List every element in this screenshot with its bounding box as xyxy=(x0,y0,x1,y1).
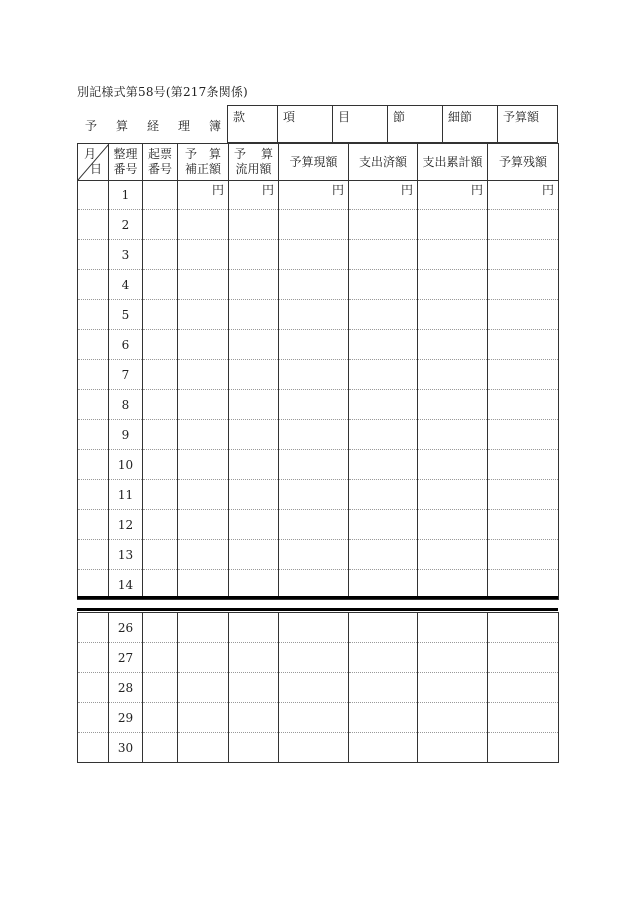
break-line-bottom xyxy=(77,608,558,611)
seiri-number: 6 xyxy=(109,330,143,360)
yen-unit: 円 xyxy=(418,181,488,210)
amount-cell xyxy=(488,210,559,240)
kihyo-cell xyxy=(143,270,178,300)
amount-cell xyxy=(178,210,229,240)
amount-cell xyxy=(279,420,349,450)
amount-cell xyxy=(349,270,418,300)
kihyo-cell xyxy=(143,420,178,450)
yen-unit: 円 xyxy=(488,181,559,210)
amount-cell xyxy=(178,510,229,540)
seiri-number: 27 xyxy=(109,643,143,673)
classification-table xyxy=(227,105,558,143)
kihyo-header: 起票 番号 xyxy=(143,144,178,181)
month-day-cell xyxy=(78,360,109,390)
amount-cell xyxy=(488,270,559,300)
day-label: 日 xyxy=(89,162,102,176)
seiri-number: 11 xyxy=(109,480,143,510)
kou-cell: 項 xyxy=(278,106,333,143)
amount-cell xyxy=(178,330,229,360)
amount-cell xyxy=(349,300,418,330)
kan-cell: 款 xyxy=(228,106,278,143)
amount-cell xyxy=(279,540,349,570)
amount-cell xyxy=(349,540,418,570)
month-day-cell xyxy=(78,613,109,643)
seiri-number: 2 xyxy=(109,210,143,240)
seiri-number: 3 xyxy=(109,240,143,270)
amount-cell xyxy=(488,703,559,733)
seiri-number: 4 xyxy=(109,270,143,300)
amount-cell xyxy=(418,420,488,450)
kihyo-cell xyxy=(143,240,178,270)
month-day-cell xyxy=(78,420,109,450)
amount-cell xyxy=(279,703,349,733)
table-row xyxy=(78,673,559,703)
kihyo-cell xyxy=(143,210,178,240)
seiri-number: 5 xyxy=(109,300,143,330)
amount-cell xyxy=(418,643,488,673)
seiri-number: 13 xyxy=(109,540,143,570)
seiri-header: 整理 番号 xyxy=(109,144,143,181)
amount-cell xyxy=(349,510,418,540)
amount-cell xyxy=(229,613,279,643)
amount-cell xyxy=(279,510,349,540)
month-day-cell xyxy=(78,210,109,240)
amount-cell xyxy=(229,540,279,570)
amount-cell xyxy=(418,480,488,510)
table-row xyxy=(78,540,559,570)
amount-cell xyxy=(488,613,559,643)
amount-cell xyxy=(418,613,488,643)
amount-cell xyxy=(178,613,229,643)
amount-cell xyxy=(229,300,279,330)
amount-cell xyxy=(178,270,229,300)
amount-cell xyxy=(279,570,349,600)
month-day-cell xyxy=(78,643,109,673)
hosei-header: 予 算 補正額 xyxy=(178,144,229,181)
amount-cell xyxy=(418,390,488,420)
amount-cell xyxy=(229,390,279,420)
kihyo-cell xyxy=(143,480,178,510)
table-row xyxy=(78,240,559,270)
kihyo-cell xyxy=(143,181,178,210)
amount-cell xyxy=(279,300,349,330)
kihyo-cell xyxy=(143,570,178,600)
amount-cell xyxy=(229,240,279,270)
month-day-cell xyxy=(78,181,109,210)
amount-cell xyxy=(229,360,279,390)
amount-cell xyxy=(418,360,488,390)
amount-cell xyxy=(349,673,418,703)
table-row xyxy=(78,570,559,600)
amount-cell xyxy=(418,300,488,330)
amount-cell xyxy=(178,540,229,570)
month-day-cell xyxy=(78,703,109,733)
month-day-cell xyxy=(78,390,109,420)
amount-cell xyxy=(229,510,279,540)
table-row xyxy=(78,181,559,210)
amount-cell xyxy=(418,240,488,270)
kihyo-cell xyxy=(143,613,178,643)
amount-cell xyxy=(349,420,418,450)
seiri-number: 28 xyxy=(109,673,143,703)
amount-cell xyxy=(279,390,349,420)
setsu-cell: 節 xyxy=(388,106,443,143)
amount-cell xyxy=(488,510,559,540)
ledger-upper xyxy=(77,143,559,600)
month-day-cell xyxy=(78,450,109,480)
seiri-number: 30 xyxy=(109,733,143,763)
amount-cell xyxy=(418,703,488,733)
amount-cell xyxy=(279,330,349,360)
seiri-number: 29 xyxy=(109,703,143,733)
amount-cell xyxy=(279,270,349,300)
amount-cell xyxy=(488,643,559,673)
kihyo-cell xyxy=(143,300,178,330)
table-row xyxy=(78,300,559,330)
kihyo-cell xyxy=(143,673,178,703)
amount-cell xyxy=(488,360,559,390)
table-row xyxy=(78,613,559,643)
amount-cell xyxy=(279,450,349,480)
amount-cell xyxy=(418,330,488,360)
amount-cell xyxy=(488,330,559,360)
kihyo-cell xyxy=(143,643,178,673)
amount-cell xyxy=(349,240,418,270)
ryuyo-header: 予 算 流用額 xyxy=(229,144,279,181)
yosangaku-cell: 予算額 xyxy=(498,106,558,143)
yen-unit: 円 xyxy=(279,181,349,210)
amount-cell xyxy=(488,480,559,510)
amount-cell xyxy=(349,703,418,733)
seiri-number: 7 xyxy=(109,360,143,390)
amount-cell xyxy=(488,390,559,420)
yen-unit: 円 xyxy=(178,181,229,210)
amount-cell xyxy=(178,360,229,390)
amount-cell xyxy=(418,673,488,703)
amount-cell xyxy=(229,643,279,673)
kihyo-cell xyxy=(143,510,178,540)
kihyo-cell xyxy=(143,450,178,480)
amount-cell xyxy=(418,510,488,540)
month-day-cell xyxy=(78,240,109,270)
kihyo-cell xyxy=(143,390,178,420)
amount-cell xyxy=(488,450,559,480)
seiri-number: 14 xyxy=(109,570,143,600)
amount-cell xyxy=(178,570,229,600)
amount-cell xyxy=(279,210,349,240)
seiri-number: 8 xyxy=(109,390,143,420)
table-row xyxy=(78,270,559,300)
break-line-top xyxy=(77,596,558,599)
title-char: 理 xyxy=(177,118,190,133)
table-row xyxy=(78,390,559,420)
amount-cell xyxy=(349,210,418,240)
title-char: 簿 xyxy=(208,118,221,133)
kihyo-cell xyxy=(143,703,178,733)
amount-cell xyxy=(488,733,559,763)
month-day-cell xyxy=(78,733,109,763)
seiri-number: 12 xyxy=(109,510,143,540)
kihyo-cell xyxy=(143,360,178,390)
amount-cell xyxy=(279,240,349,270)
amount-cell xyxy=(349,643,418,673)
month-day-cell xyxy=(78,673,109,703)
amount-cell xyxy=(488,570,559,600)
title-char: 算 xyxy=(115,118,128,133)
amount-cell xyxy=(418,570,488,600)
amount-cell xyxy=(349,733,418,763)
table-row xyxy=(78,420,559,450)
amount-cell xyxy=(349,330,418,360)
title-char: 予 xyxy=(85,118,98,133)
form-title xyxy=(77,107,227,143)
ledger-lower xyxy=(77,612,559,763)
amount-cell xyxy=(178,420,229,450)
amount-cell xyxy=(229,210,279,240)
month-day-cell xyxy=(78,510,109,540)
amount-cell xyxy=(229,480,279,510)
genngaku-header: 予算現額 xyxy=(279,144,349,181)
amount-cell xyxy=(488,240,559,270)
amount-cell xyxy=(178,450,229,480)
amount-cell xyxy=(279,360,349,390)
amount-cell xyxy=(349,390,418,420)
month-day-cell xyxy=(78,540,109,570)
month-day-cell xyxy=(78,270,109,300)
month-day-cell xyxy=(78,300,109,330)
amount-cell xyxy=(178,703,229,733)
amount-cell xyxy=(418,450,488,480)
sumi-header: 支出済額 xyxy=(349,144,418,181)
table-row xyxy=(78,210,559,240)
amount-cell xyxy=(279,673,349,703)
month-day-header xyxy=(78,144,109,181)
amount-cell xyxy=(178,300,229,330)
kihyo-cell xyxy=(143,733,178,763)
amount-cell xyxy=(279,643,349,673)
seiri-number: 1 xyxy=(109,181,143,210)
amount-cell xyxy=(229,673,279,703)
month-day-cell xyxy=(78,330,109,360)
amount-cell xyxy=(349,613,418,643)
table-row xyxy=(78,480,559,510)
table-row xyxy=(78,733,559,763)
table-row xyxy=(78,510,559,540)
amount-cell xyxy=(418,270,488,300)
amount-cell xyxy=(178,480,229,510)
amount-cell xyxy=(488,540,559,570)
seiri-number: 9 xyxy=(109,420,143,450)
amount-cell xyxy=(488,673,559,703)
amount-cell xyxy=(178,643,229,673)
table-row xyxy=(78,360,559,390)
amount-cell xyxy=(349,450,418,480)
table-row xyxy=(78,643,559,673)
amount-cell xyxy=(349,570,418,600)
seiri-number: 26 xyxy=(109,613,143,643)
amount-cell xyxy=(418,733,488,763)
form-caption: 別記様式第58号(第217条関係) xyxy=(77,85,248,99)
amount-cell xyxy=(349,360,418,390)
zan-header: 予算残額 xyxy=(488,144,559,181)
amount-cell xyxy=(229,450,279,480)
title-char: 経 xyxy=(146,118,159,133)
amount-cell xyxy=(488,300,559,330)
month-label: 月 xyxy=(84,147,97,161)
ruikei-header: 支出累計額 xyxy=(418,144,488,181)
amount-cell xyxy=(418,210,488,240)
amount-cell xyxy=(229,703,279,733)
amount-cell xyxy=(178,733,229,763)
amount-cell xyxy=(488,420,559,450)
amount-cell xyxy=(349,480,418,510)
amount-cell xyxy=(178,240,229,270)
kihyo-cell xyxy=(143,540,178,570)
amount-cell xyxy=(279,613,349,643)
amount-cell xyxy=(279,480,349,510)
amount-cell xyxy=(178,673,229,703)
amount-cell xyxy=(229,270,279,300)
amount-cell xyxy=(229,733,279,763)
seiri-number: 10 xyxy=(109,450,143,480)
month-day-cell xyxy=(78,480,109,510)
yen-unit: 円 xyxy=(229,181,279,210)
amount-cell xyxy=(279,733,349,763)
amount-cell xyxy=(418,540,488,570)
yen-unit: 円 xyxy=(349,181,418,210)
amount-cell xyxy=(229,330,279,360)
month-day-cell xyxy=(78,570,109,600)
amount-cell xyxy=(229,420,279,450)
kihyo-cell xyxy=(143,330,178,360)
saisetsu-cell: 細節 xyxy=(443,106,498,143)
amount-cell xyxy=(229,570,279,600)
table-row xyxy=(78,703,559,733)
amount-cell xyxy=(178,390,229,420)
table-row xyxy=(78,330,559,360)
table-row xyxy=(78,450,559,480)
moku-cell: 目 xyxy=(333,106,388,143)
